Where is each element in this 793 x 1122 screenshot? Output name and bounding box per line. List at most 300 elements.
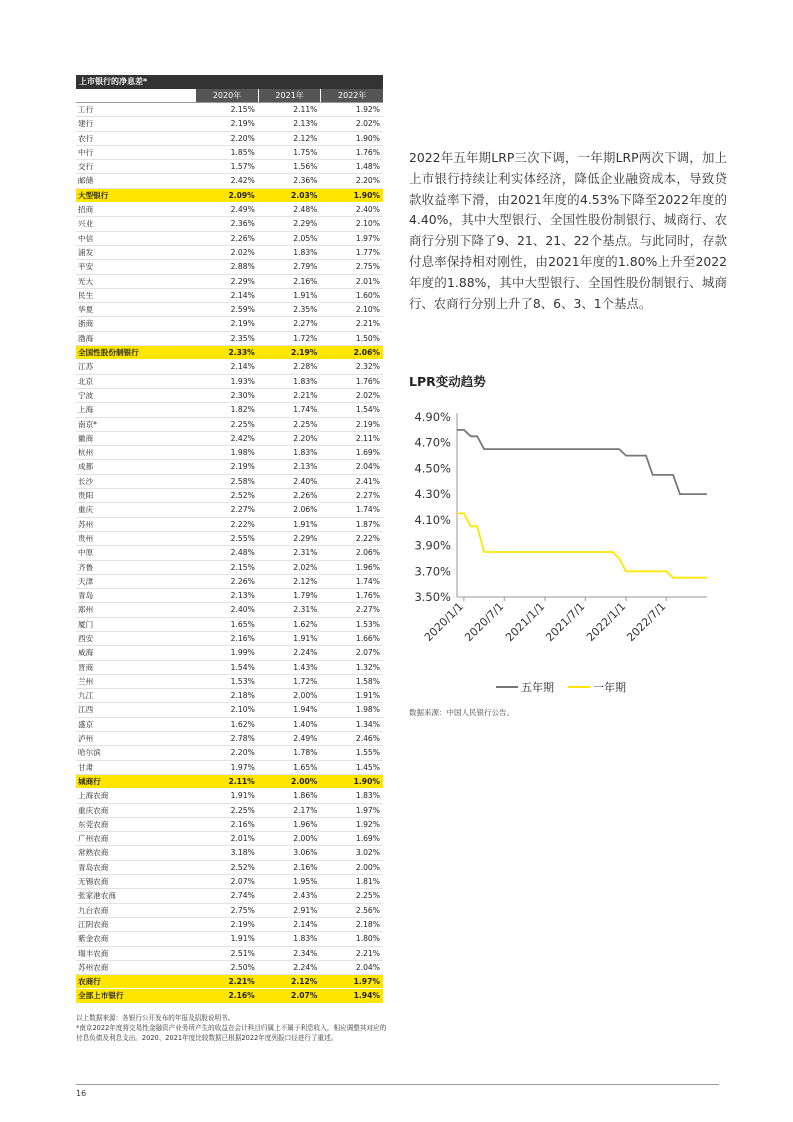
table-row [76,904,383,918]
nim-value-2021年: 2.02% [293,562,318,572]
nim-value-2022年: 2.22% [355,533,380,543]
bank-name: 农行 [78,133,94,143]
nim-value-2021年: 2.17% [293,805,318,815]
nim-value-2022年: 1.76% [355,591,380,601]
nim-value-2022年: 1.90% [355,133,380,143]
nim-value-2021年: 2.24% [293,648,318,658]
y-tick-label: 4.70% [414,435,451,450]
nim-value-2022年: 2.41% [355,476,380,486]
nim-value-2020年: 2.51% [230,948,255,958]
nim-value-2022年: 1.45% [355,762,380,772]
nim-value-2021年: 1.91% [293,633,318,643]
nim-value-2022年: 1.87% [355,519,380,529]
nim-value-2020年: 2.09% [228,190,255,200]
legend-swatch-5y [496,686,518,688]
bank-name: 青岛 [78,591,94,601]
nim-value-2022年: 2.27% [355,605,380,615]
nim-value-2021年: 1.78% [293,748,318,758]
nim-value-2020年: 2.88% [230,262,255,272]
nim-value-2021年: 1.83% [293,934,318,944]
nim-value-2020年: 2.11% [228,776,255,786]
nim-value-2022年: 2.27% [355,491,380,501]
nim-value-2021年: 1.94% [293,705,318,715]
table-subtotal-row [76,189,383,203]
nim-value-2022年: 2.21% [355,319,380,329]
nim-value-2020年: 1.93% [230,376,255,386]
nim-value-2020年: 2.48% [230,548,255,558]
nim-value-2022年: 2.06% [355,548,380,558]
table-row [76,947,383,961]
nim-value-2020年: 2.15% [230,105,255,114]
table-row [76,589,383,603]
nim-value-2020年: 2.01% [230,834,255,844]
bank-name: 上海 [78,405,94,415]
x-tick-label: 2020/1/1 [421,599,466,645]
nim-value-2021年: 2.13% [293,462,318,472]
nim-value-2021年: 1.95% [293,877,318,887]
bank-name: 光大 [78,276,94,286]
nim-value-2021年: 2.28% [293,362,318,372]
bank-name: 盛京 [78,719,94,729]
table-row [76,460,383,474]
table-footnote: *南京2022年度将交易性金融资产业务所产生的收益在会计科目归属上不属于利息收入，相应调整其对应的付息负债及利息支出。2020、2021年度比较数据已根据2022年度列报口径进行了重述。 [76,1024,387,1042]
table-row [76,703,383,717]
lpr-line-chart [405,404,725,679]
nim-value-2020年: 2.52% [230,491,255,501]
nim-value-2022年: 2.19% [355,419,380,429]
table-row [76,689,383,703]
nim-value-2020年: 2.20% [230,133,255,143]
nim-value-2020年: 2.14% [230,290,255,300]
nim-value-2021年: 2.05% [293,233,318,243]
nim-value-2020年: 2.55% [230,533,255,543]
table-title: 上市银行的净息差* [76,75,383,89]
nim-value-2021年: 2.35% [293,305,318,315]
nim-value-2022年: 2.07% [355,648,380,658]
nim-value-2022年: 2.20% [355,176,380,186]
nim-value-2022年: 1.92% [355,105,380,114]
nim-value-2020年: 2.75% [230,905,255,915]
table-row [76,403,383,417]
table-row [76,918,383,932]
x-tick-label: 2022/7/1 [624,599,669,645]
nim-value-2022年: 1.76% [355,376,380,386]
bank-name: 齐鲁 [78,562,94,572]
nim-value-2020年: 1.54% [230,662,255,672]
table-row [76,804,383,818]
nim-value-2020年: 1.82% [230,405,255,415]
bank-name: 常熟农商 [78,848,109,858]
table-row [76,174,383,188]
bank-name: 邮储 [78,176,94,186]
nim-value-2022年: 1.69% [355,834,380,844]
nim-value-2021年: 2.31% [293,605,318,615]
bank-name: 兴业 [78,219,94,229]
nim-value-2021年: 2.40% [293,476,318,486]
table-row [76,303,383,317]
table-row [76,718,383,732]
series-line-5y [457,430,707,494]
bank-name: 晋商 [78,662,94,672]
bank-name: 渤海 [78,333,94,343]
nim-value-2022年: 1.90% [353,190,380,200]
nim-value-2020年: 2.40% [230,605,255,615]
table-row [76,260,383,274]
bank-name: 威海 [78,648,94,658]
nim-value-2020年: 2.49% [230,205,255,215]
table-row [76,503,383,517]
nim-value-2022年: 1.97% [355,805,380,815]
bank-name: 西安 [78,633,94,643]
nim-value-2020年: 2.52% [230,862,255,872]
nim-value-2021年: 1.86% [293,791,318,801]
nim-value-2021年: 1.83% [293,247,318,257]
series-line-1y [457,513,707,577]
bank-name: 九江 [78,691,94,701]
nim-value-2021年: 2.29% [293,533,318,543]
nim-value-2020年: 1.65% [230,619,255,629]
table-row [76,832,383,846]
bank-name: 张家港农商 [78,891,116,901]
nim-value-2022年: 3.02% [355,848,380,858]
nim-value-2021年: 2.24% [293,962,318,972]
table-row [76,561,383,575]
header-year-2022: 2022年 [321,89,383,102]
table-row [76,846,383,860]
nim-value-2021年: 1.56% [293,162,318,172]
nim-value-2022年: 1.96% [355,562,380,572]
nim-value-2021年: 2.21% [293,390,318,400]
y-tick-label: 4.90% [414,410,451,424]
nim-value-2020年: 2.42% [230,176,255,186]
table-row [76,675,383,689]
nim-value-2020年: 2.35% [230,333,255,343]
nim-value-2022年: 1.74% [355,576,380,586]
nim-value-2020年: 2.19% [230,919,255,929]
nim-value-2020年: 2.74% [230,891,255,901]
table-row [76,475,383,489]
nim-value-2021年: 1.75% [293,147,318,157]
nim-value-2022年: 2.11% [355,433,380,443]
table-header [76,89,383,103]
nim-value-2022年: 2.04% [355,962,380,972]
page-number: 16 [76,1089,87,1098]
nim-value-2022年: 1.98% [355,705,380,715]
bank-name: 长沙 [78,476,94,486]
table-subtotal-row [76,775,383,789]
bank-name: 东莞农商 [78,819,109,829]
bank-name: 苏州 [78,519,94,529]
table-row [76,203,383,217]
nim-value-2022年: 2.02% [355,119,380,129]
bank-name: 成都 [78,462,94,472]
legend-label-5y: 五年期 [521,681,554,694]
nim-value-2022年: 2.01% [355,276,380,286]
legend-item-5y [496,679,554,695]
nim-value-2021年: 2.06% [293,505,318,515]
chart-legend [496,679,640,695]
bank-name: 江阴农商 [78,919,109,929]
nim-value-2020年: 1.97% [230,762,255,772]
bank-name: 重庆农商 [78,805,109,815]
table-row [76,603,383,617]
bank-name: 苏州农商 [78,962,109,972]
table-subtotal-row [76,989,383,1003]
bank-name: 重庆 [78,505,94,515]
table-row [76,518,383,532]
nim-value-2021年: 2.00% [293,691,318,701]
nim-value-2022年: 1.76% [355,147,380,157]
bank-name: 贵州 [78,533,94,543]
x-tick-label: 2021/1/1 [503,599,548,645]
bank-name: 民生 [78,290,94,300]
bank-name: 哈尔滨 [78,748,101,758]
nim-value-2021年: 2.29% [293,219,318,229]
table-row [76,217,383,231]
nim-value-2020年: 1.99% [230,648,255,658]
nim-value-2020年: 1.62% [230,719,255,729]
table-row [76,575,383,589]
nim-value-2021年: 1.62% [293,619,318,629]
nim-value-2021年: 1.74% [293,405,318,415]
bank-name: 江苏 [78,362,94,372]
nim-value-2022年: 1.50% [355,333,380,343]
nim-value-2020年: 2.07% [230,877,255,887]
bank-name: 甘肃 [78,762,94,772]
nim-value-2022年: 1.92% [355,819,380,829]
nim-value-2022年: 1.54% [355,405,380,415]
bank-name: 广州农商 [78,834,109,844]
nim-value-2022年: 1.97% [355,233,380,243]
nim-value-2020年: 2.18% [230,691,255,701]
legend-label-1y: 一年期 [593,681,626,694]
nim-value-2022年: 2.00% [355,862,380,872]
bank-name: 中原 [78,548,94,558]
bank-name: 全部上市银行 [78,991,124,1001]
nim-value-2021年: 2.31% [293,548,318,558]
bank-name: 瑞丰农商 [78,948,109,958]
nim-value-2020年: 1.98% [230,448,255,458]
nim-value-2021年: 1.91% [293,290,318,300]
nim-value-2022年: 2.32% [355,362,380,372]
nim-value-2020年: 3.18% [230,848,255,858]
table-row [76,103,383,117]
table-row [76,532,383,546]
x-tick-label: 2020/7/1 [462,599,507,645]
table-row [76,275,383,289]
nim-value-2021年: 1.65% [293,762,318,772]
table-row [76,961,383,975]
nim-value-2022年: 2.04% [355,462,380,472]
nim-value-2021年: 2.26% [293,491,318,501]
table-subtotal-row [76,975,383,989]
table-row [76,117,383,131]
nim-value-2022年: 1.97% [353,977,380,987]
table-source-note: 以上数据来源：各银行公开发布的年报及招股说明书。 [76,1014,235,1022]
bank-name: 浙商 [78,319,94,329]
nim-value-2020年: 2.50% [230,962,255,972]
table-row [76,661,383,675]
table-row [76,861,383,875]
nim-value-2020年: 2.16% [230,633,255,643]
nim-value-2022年: 1.77% [355,247,380,257]
nim-value-2020年: 2.78% [230,734,255,744]
nim-value-2021年: 2.25% [293,419,318,429]
table-row [76,489,383,503]
y-tick-label: 3.70% [414,564,451,579]
nim-value-2021年: 1.83% [293,376,318,386]
nim-value-2020年: 2.19% [230,319,255,329]
nim-value-2021年: 2.79% [293,262,318,272]
nim-value-2020年: 1.53% [230,676,255,686]
nim-value-2021年: 2.49% [293,734,318,744]
nim-value-2022年: 1.48% [355,162,380,172]
nim-value-2022年: 1.74% [355,505,380,515]
bank-name: 郑州 [78,605,94,615]
nim-value-2021年: 1.40% [293,719,318,729]
table-row [76,818,383,832]
table-body [76,103,383,1004]
nim-value-2022年: 1.94% [353,991,380,1001]
bank-name: 九台农商 [78,905,109,915]
nim-value-2022年: 1.58% [355,676,380,686]
table-row [76,889,383,903]
bank-name: 交行 [78,162,94,172]
table-row [76,761,383,775]
nim-value-2021年: 1.72% [293,676,318,686]
nim-value-2022年: 2.10% [355,305,380,315]
nim-value-2020年: 2.26% [230,233,255,243]
nim-value-2021年: 2.91% [293,905,318,915]
nim-value-2020年: 2.25% [230,805,255,815]
nim-value-2022年: 2.21% [355,948,380,958]
bank-name: 紫金农商 [78,934,109,944]
bank-name: 工行 [78,105,94,114]
nim-value-2022年: 2.40% [355,205,380,215]
nim-value-2021年: 2.13% [293,119,318,129]
bank-name: 建行 [78,119,94,129]
bank-name: 厦门 [78,619,94,629]
table-row [76,932,383,946]
nim-value-2021年: 2.34% [293,948,318,958]
nim-value-2020年: 2.58% [230,476,255,486]
nim-value-2022年: 1.69% [355,448,380,458]
nim-value-2022年: 1.55% [355,748,380,758]
table-row [76,246,383,260]
bank-name: 招商 [78,205,94,215]
header-year-2020: 2020年 [196,89,258,102]
nim-value-2020年: 2.36% [230,219,255,229]
table-notes [76,1013,391,1043]
table-row [76,317,383,331]
bank-name: 华夏 [78,305,94,315]
nim-value-2020年: 2.16% [228,991,255,1001]
nim-value-2022年: 1.53% [355,619,380,629]
nim-value-2022年: 1.66% [355,633,380,643]
nim-value-2020年: 1.85% [230,147,255,157]
nim-value-2020年: 2.25% [230,419,255,429]
nim-value-2020年: 2.02% [230,247,255,257]
nim-value-2021年: 2.36% [293,176,318,186]
nim-value-2020年: 2.14% [230,362,255,372]
nim-value-2020年: 2.21% [228,977,255,987]
table-row [76,332,383,346]
table-row [76,875,383,889]
nim-value-2021年: 1.72% [293,333,318,343]
nim-value-2020年: 2.33% [228,348,255,358]
nim-value-2020年: 2.20% [230,748,255,758]
nim-value-2020年: 2.15% [230,562,255,572]
nim-value-2020年: 2.26% [230,576,255,586]
nim-value-2021年: 2.43% [293,891,318,901]
nim-value-2022年: 1.80% [355,934,380,944]
table-row [76,375,383,389]
bank-name: 全国性股份制银行 [78,348,139,358]
y-tick-label: 4.30% [414,487,451,502]
nim-value-2020年: 2.10% [230,705,255,715]
nim-value-2021年: 2.20% [293,433,318,443]
nim-value-2022年: 2.06% [353,348,380,358]
bank-name: 城商行 [78,776,101,786]
nim-value-2021年: 2.12% [293,576,318,586]
nim-value-2022年: 2.46% [355,734,380,744]
nim-value-2021年: 2.12% [291,977,318,987]
body-paragraph: 2022年五年期LRP三次下调，一年期LRP两次下调，加上上市银行持续让利实体经济，降低企业融资成本，导致贷款收益率下滑，由2021年度的4.53%下降至2022年度的4.40%，其中大型银行、全国性股份制银行、城商行、农商行分别下降了9、21、21、22个基点。与此同时，存款付息率保持相对刚性，由2021年度的1.80%上升至2022年度的1.88%，其中大型银行、全国性股份制银行、城商行、农商行分别上升了8、6、3、1个基点。 [409,150,727,311]
chart-source: 数据来源：中国人民银行公告。 [409,708,514,717]
nim-value-2022年: 1.91% [355,691,380,701]
nim-value-2022年: 2.75% [355,262,380,272]
table-row [76,418,383,432]
table-row [76,732,383,746]
bank-name: 杭州 [78,448,94,458]
nim-value-2020年: 1.91% [230,791,255,801]
nim-value-2021年: 2.00% [291,776,318,786]
bank-name: 中行 [78,147,94,157]
bank-name: 农商行 [78,977,101,987]
nim-value-2020年: 2.59% [230,305,255,315]
table-row [76,746,383,760]
nim-value-2022年: 1.60% [355,290,380,300]
table-row [76,632,383,646]
nim-value-2022年: 1.34% [355,719,380,729]
nim-value-2021年: 2.00% [293,834,318,844]
table-row [76,389,383,403]
nim-value-2020年: 2.16% [230,819,255,829]
bank-name: 徽商 [78,433,94,443]
nim-value-2020年: 1.91% [230,934,255,944]
footer-divider [76,1084,719,1085]
bank-name: 上海农商 [78,791,109,801]
bank-name: 青岛农商 [78,862,109,872]
legend-item-1y [568,679,626,695]
nim-value-2022年: 1.32% [355,662,380,672]
nim-value-2022年: 2.02% [355,390,380,400]
bank-name: 南京* [78,419,97,429]
table-row [76,446,383,460]
nim-value-2020年: 2.29% [230,276,255,286]
table-row [76,432,383,446]
legend-swatch-1y [568,686,590,688]
nim-value-2020年: 1.57% [230,162,255,172]
bank-name: 平安 [78,262,94,272]
table-row [76,546,383,560]
y-tick-label: 3.50% [414,590,451,604]
bank-name: 浦发 [78,247,94,257]
table-row [76,646,383,660]
nim-value-2021年: 2.07% [291,991,318,1001]
table-row [76,132,383,146]
nim-value-2022年: 2.10% [355,219,380,229]
